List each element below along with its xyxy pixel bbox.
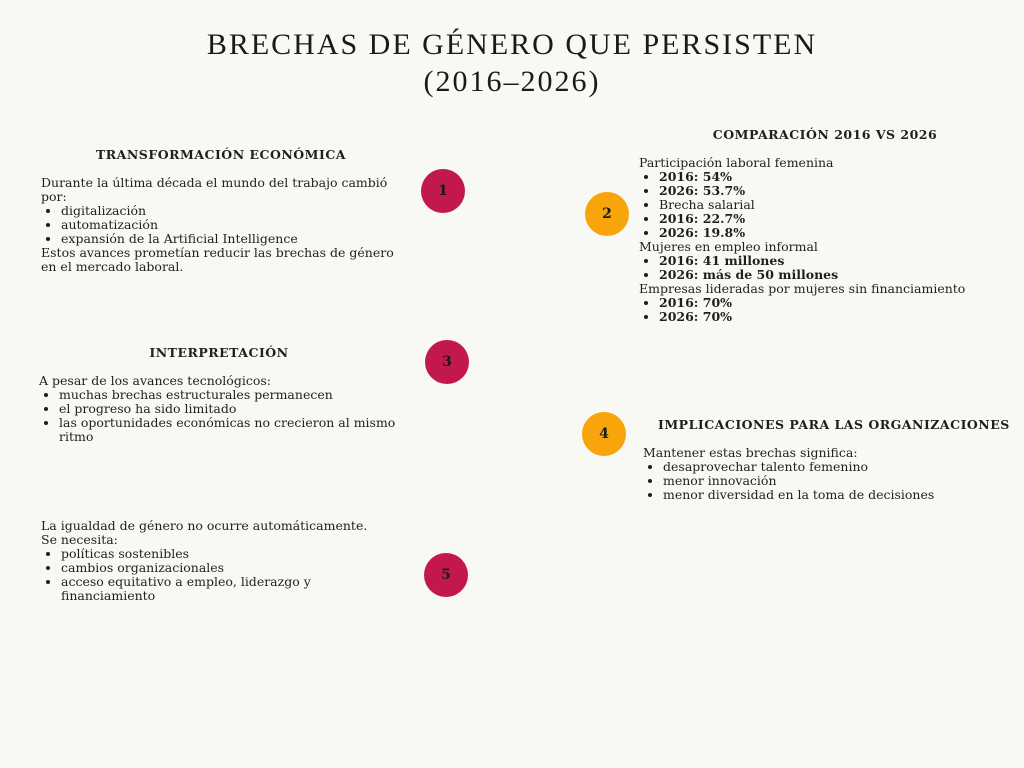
section-interpretacion [39, 346, 399, 444]
list-item: • el progreso ha sido limitado [59, 402, 399, 416]
section-intro: Durante la última década el mundo del trabajo cambió por: [41, 175, 388, 204]
list-item: • 2016: 22.7% [659, 212, 1019, 226]
bullet-list [39, 388, 399, 444]
list-item: • 2026: más de 50 millones [659, 268, 1019, 282]
bullet-list [639, 170, 1019, 240]
section-heading: IMPLICACIONES PARA LAS ORGANIZACIONES [658, 417, 1010, 432]
bullet-list [639, 296, 1019, 324]
bullet-list [643, 460, 1013, 502]
list-item: • desaprovechar talento femenino [663, 460, 1013, 474]
step-1-marker: 1 [421, 169, 465, 213]
list-item: • las oportunidades económicas no crecieron al mismo ritmo [59, 416, 399, 444]
list-item: • 2016: 41 millones [659, 254, 1019, 268]
section-heading: COMPARACIÓN 2016 VS 2026 [712, 127, 938, 142]
list-item: • digitalización [61, 204, 401, 218]
section-intro: La igualdad de género no ocurre automáticamente. [41, 518, 368, 533]
step-4-marker: 4 [582, 412, 626, 456]
list-item: • muchas brechas estructurales permanecen [59, 388, 399, 402]
bullet-list [41, 547, 391, 603]
page-title [0, 26, 1024, 100]
title-line-2: (2016–2026) [423, 65, 601, 98]
list-item: • expansión de la Artificial Intelligence [61, 232, 401, 246]
step-5-marker: 5 [424, 553, 468, 597]
list-item: • cambios organizacionales [61, 561, 391, 575]
group-label: Empresas lideradas por mujeres sin financiamiento [639, 281, 966, 296]
section-intro: A pesar de los avances tecnológicos: [39, 373, 271, 388]
group-label: Mujeres en empleo informal [639, 239, 818, 254]
section-heading: INTERPRETACIÓN [149, 345, 289, 360]
list-item: • 2026: 53.7% [659, 184, 1019, 198]
step-2-marker: 2 [585, 192, 629, 236]
section-intro: Se necesita: [41, 532, 118, 547]
section-intro: Mantener estas brechas significa: [643, 445, 858, 460]
section-transformacion [41, 148, 401, 274]
list-item: • automatización [61, 218, 401, 232]
list-item: • Brecha salarial [659, 198, 1019, 212]
section-outro: Estos avances prometían reducir las brechas de género en el mercado laboral. [41, 245, 394, 274]
title-line-1: BRECHAS DE GÉNERO QUE PERSISTEN [206, 28, 818, 61]
list-item: • políticas sostenibles [61, 547, 391, 561]
list-item: • 2016: 70% [659, 296, 1019, 310]
list-item: • acceso equitativo a empleo, liderazgo y financiamiento [61, 575, 391, 603]
list-item: • menor diversidad en la toma de decisiones [663, 488, 1013, 502]
list-item: • 2026: 70% [659, 310, 1019, 324]
section-conclusion [41, 519, 391, 603]
group-label: Participación laboral femenina [639, 155, 834, 170]
bullet-list [639, 254, 1019, 282]
section-heading: TRANSFORMACIÓN ECONÓMICA [95, 147, 346, 162]
list-item: • 2026: 19.8% [659, 226, 1019, 240]
section-implicaciones [643, 418, 1013, 502]
step-3-marker: 3 [425, 340, 469, 384]
list-item: • menor innovación [663, 474, 1013, 488]
list-item: • 2016: 54% [659, 170, 1019, 184]
bullet-list [41, 204, 401, 246]
section-comparacion [639, 128, 1019, 324]
